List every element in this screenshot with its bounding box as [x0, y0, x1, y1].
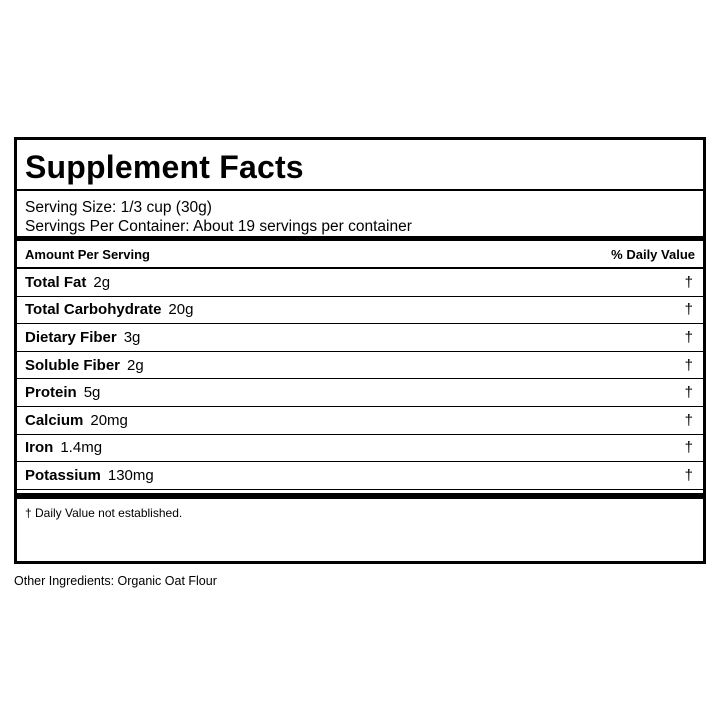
panel-title: Supplement Facts	[17, 140, 703, 191]
nutrient-cell	[25, 301, 193, 318]
nutrient-daily-value: †	[684, 301, 693, 319]
nutrient-row-potassium	[17, 462, 703, 490]
nutrient-amount: 2g	[93, 273, 111, 291]
nutrient-amount: 5g	[83, 384, 101, 402]
nutrient-daily-value: †	[684, 411, 693, 429]
nutrient-row-iron	[17, 435, 703, 463]
amount-per-serving-label: Amount Per Serving	[25, 246, 150, 262]
nutrient-amount: 20g	[168, 301, 194, 319]
nutrient-daily-value: †	[684, 466, 693, 484]
other-ingredients: Other Ingredients: Organic Oat Flour	[14, 574, 217, 588]
nutrient-row-dietary-fiber	[17, 324, 703, 352]
nutrient-name: Total Fat	[25, 273, 87, 291]
nutrient-daily-value: †	[684, 384, 693, 402]
nutrient-name: Soluble Fiber	[25, 356, 121, 374]
nutrient-name: Total Carbohydrate	[25, 301, 162, 319]
nutrient-cell	[25, 274, 110, 291]
daily-value-footnote: † Daily Value not established.	[25, 505, 183, 520]
nutrient-name: Calcium	[25, 411, 84, 429]
nutrient-row-total-carbohydrate	[17, 297, 703, 325]
nutrient-cell	[25, 329, 140, 346]
nutrient-daily-value: †	[684, 356, 693, 374]
nutrient-name: Potassium	[25, 466, 101, 484]
supplement-facts-panel	[14, 137, 706, 564]
nutrient-name: Dietary Fiber	[25, 328, 117, 346]
nutrient-name: Protein	[25, 384, 77, 402]
nutrient-amount: 1.4mg	[60, 439, 103, 457]
nutrient-row-protein	[17, 379, 703, 407]
nutrient-daily-value: †	[684, 273, 693, 291]
nutrient-amount: 2g	[127, 356, 144, 374]
servings-per-container: Servings Per Container: About 19 servings per container	[25, 218, 412, 235]
nutrient-row-total-fat	[17, 269, 703, 297]
serving-info	[17, 191, 703, 241]
serving-size: Serving Size: 1/3 cup (30g)	[25, 199, 212, 216]
nutrient-cell	[25, 357, 144, 374]
nutrient-amount: 130mg	[107, 466, 154, 484]
nutrient-amount: 20mg	[90, 411, 128, 429]
daily-value-label: % Daily Value	[611, 246, 695, 262]
nutrient-row-calcium	[17, 407, 703, 435]
nutrient-amount: 3g	[123, 328, 141, 346]
nutrient-daily-value: †	[684, 328, 693, 346]
nutrient-row-soluble-fiber	[17, 352, 703, 380]
nutrient-cell	[25, 467, 154, 484]
column-header-row	[17, 241, 703, 269]
nutrient-daily-value: †	[684, 439, 693, 457]
nutrient-cell	[25, 384, 100, 401]
nutrient-name: Iron	[25, 439, 54, 457]
nutrient-cell	[25, 439, 102, 456]
nutrient-cell	[25, 412, 128, 429]
